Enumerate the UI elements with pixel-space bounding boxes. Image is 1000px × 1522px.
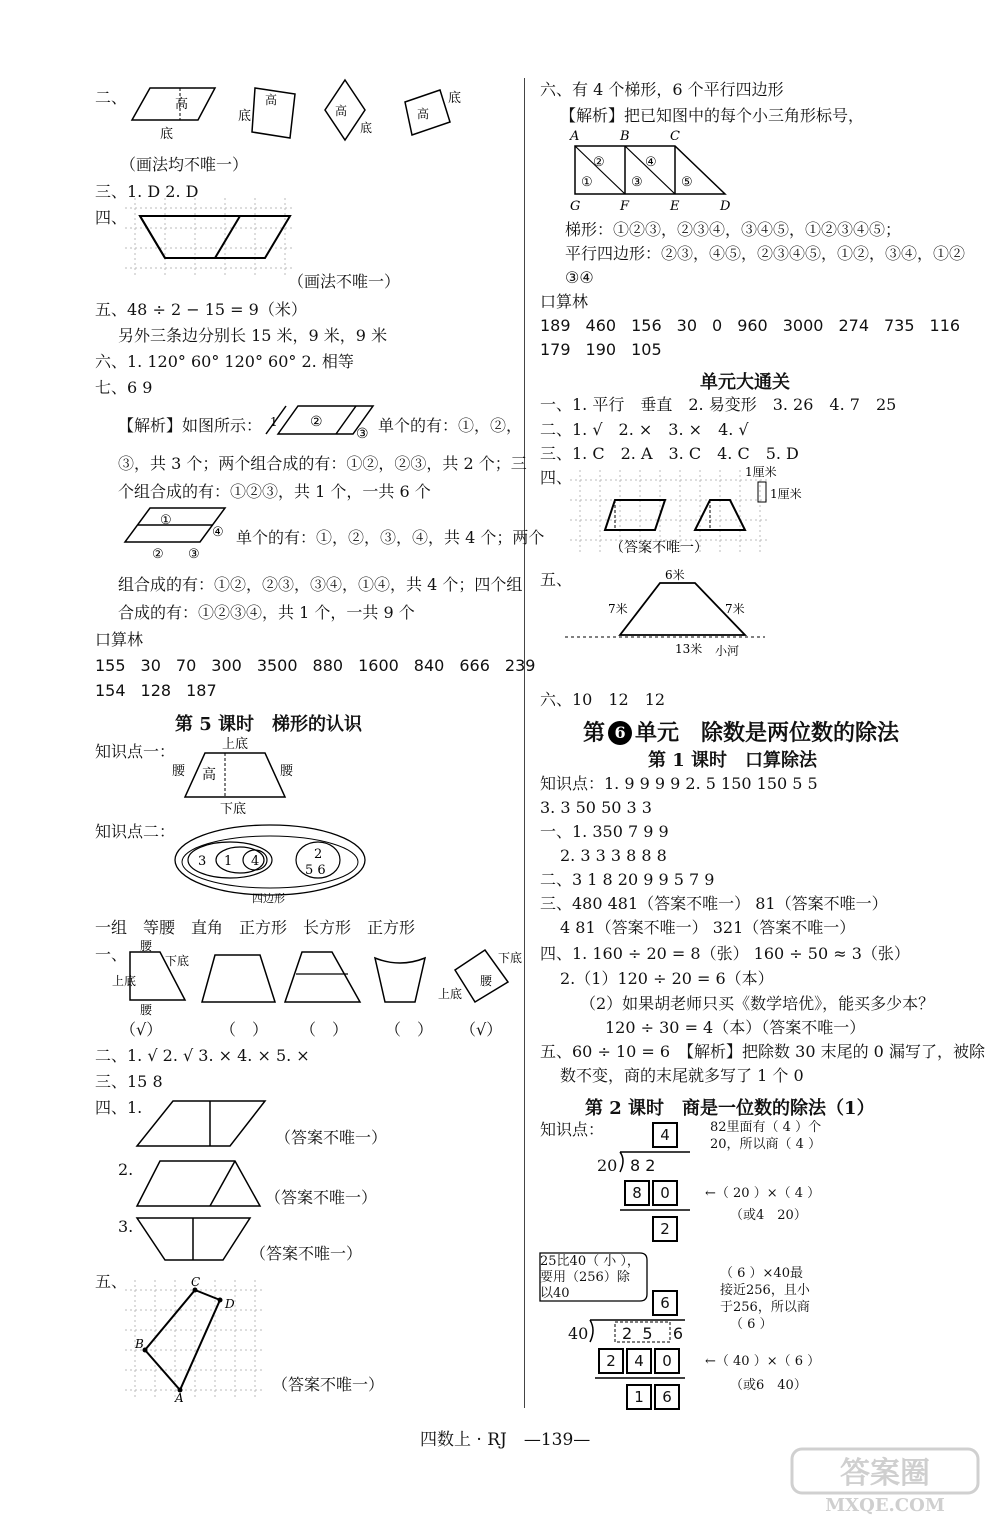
section-wu: 五、48 ÷ 2 − 15 = 9（米） bbox=[95, 300, 307, 319]
trap-label: 高 bbox=[202, 767, 216, 783]
l2-zsd: 知识点： bbox=[540, 1120, 605, 1139]
fig2-label: ② bbox=[152, 547, 164, 562]
fig2-label: ① bbox=[160, 513, 172, 528]
div2-quotient-box: 6 bbox=[652, 1290, 680, 1316]
grid-top-label: C bbox=[670, 129, 680, 144]
er-fig3-label: 高 bbox=[335, 104, 348, 118]
si2-figure2 bbox=[135, 1158, 265, 1210]
yi-figures bbox=[110, 939, 523, 1017]
div2-bubble3: 以40 bbox=[540, 1286, 570, 1301]
l1-san1: 三、480 481（答案不唯一） 81（答案不唯一） bbox=[540, 894, 888, 913]
dtg-wu-label-text: 6米 bbox=[665, 568, 685, 582]
section-san: 三、1. D 2. D bbox=[95, 182, 199, 201]
quadrilateral-venn bbox=[170, 820, 370, 910]
answer-page: 二、 高 底 底 高 高 底 高 底 （画法均不唯一） 三、1. D 2. D 四、 （画法不唯一） 五、48 ÷ 2 − 15 = 9（米） 另外三条边分别长 15 米，9 米，9 米 六、1. 120° 60° 120° 60° 2. 相等 七、6 9 【解析】如图所示： 1 ② ③ 单个的有：①，②， ③，共 3 个；两个组合成的有：①②，②③，共 2 个；三 个组合成的有：①②③，共 1 个，一共 6 个 ① ④ ② ③ 单个的有：①，②，③，④，共 4 个；两个 组合成的有：①②，②③，③④，①④，共 4 个；四个组 合成的有：①②③④，共 1 个，一共 9 个 口算林 155 30 70 300 3500 880 1600 840 666 239 154 128 187 第 5 课时 梯形的认识 知识点一： 上底 腰 高 腰 下底 知识点二： 3 1 4 2 5 6 四边形 一组 等腰 直角 正方形 长方形 正方形 一、 腰 上底 下底 腰 上底 腰 下底 （√） （ ） （ ） （ ） （√） 二、1. √ 2. √ 3. × 4. × 5. × 三、15 8 四、1. （答案不唯一） 2. （答案不唯一） 3. （答案不唯一） 五、 C D B A （答案不唯一） 六、有 4 个梯形，6 个平行四边形 【解析】把已知图中的每个小三角形标号， A B C ② ④ ① ③ ⑤ G F E D 梯形：①②③，②③④，③④⑤，①②③④⑤； 平行四边形：②③，④⑤，②③④⑤，①②，③④，①② ③④ 口算林 189 460 156 30 0 960 3000 274 735 116 179 190 105 单元大通关 一、1. 平行 垂直 2. 易变形 3. 26 4. 7 25 二、1. √ 2. × 3. × 4. √ 三、1. C 2. A 3. C 4. C 5. D 四、 1厘米 1厘米 （答案不唯一） 五、 6米 7米 7米 13米 小河 六、10 12 12 第 6 单元 除数是两位数的除法 第 1 课时 口算除法 知识点：1. 9 9 9 9 2. 5 150 150 5 5 3. 3 50 50 3 3 一、1. 350 7 9 9 2. 3 3 3 8 8 8 二、3 1 8 20 9 9 5 7 9 三、480 481（答案不唯一） 81（答案不唯一） 4 81（答案不唯一） 321（答案不唯一） 四、1. 160 ÷ 20 = 8（张） 160 ÷ 50 ≈ 3（张） 2.（1）120 ÷ 20 = 6（本） （2）如果胡老师只买《数学培优》，能买多少本？ 120 ÷ 30 = 4（本）（答案不唯一） 五、60 ÷ 10 = 6 【解析】把除数 30 末尾的 0 漏写了，被除 数不变，商的末尾就多写了 1 个 0 第 2 课时 商是一位数的除法（1） 知识点： 4 82里面有（ 4 ）个 20，所以商（ 4 ） 20 8 2 8 0 ←（ 20 ）×（ 4 ） （或4 20） 2 25比40（ 小 ）， 要用（256）除 以40 （ 6 ）×40最 接近256，且小 于256，所以商 （ 6 ） 6 40 2 5 6 2 4 0 ←（ 40 ）×（ 6 ） （或6 40） 1 6 四数上 · RJ —139— 答案圈 MXQE.COM bbox=[95, 80, 985, 1516]
r-pingxing2: ③④ bbox=[565, 268, 594, 287]
venn-label: 4 bbox=[251, 854, 260, 869]
jiexi-line1a: 【解析】如图所示： bbox=[118, 416, 263, 435]
kousuan-row2-left: 154 128 187 bbox=[95, 681, 217, 700]
div2-note1: （ 6 ）×40最 bbox=[720, 1266, 803, 1281]
section-si2-label: 四、1. bbox=[95, 1098, 143, 1117]
div1-product-boxes: 8 0 bbox=[624, 1180, 680, 1206]
page-footer: 四数上 · RJ —139— bbox=[420, 1430, 591, 1450]
trapezoid-grid-figure bbox=[565, 126, 750, 214]
div1-note2: 20，所以商（ 4 ） bbox=[710, 1137, 822, 1152]
er-fig1-label: 高 bbox=[175, 97, 189, 112]
yi-fig-label: 腰 bbox=[480, 974, 493, 988]
dtg-san: 三、1. C 2. A 3. C 4. C 5. D bbox=[540, 444, 799, 463]
wu2-point: A bbox=[175, 1391, 184, 1405]
jiexi-line2: ③，共 3 个；两个组合成的有：①②，②③，共 2 个；三 bbox=[118, 454, 527, 473]
er-fig4-label: 高 bbox=[417, 107, 430, 121]
grid-num: ② bbox=[593, 155, 605, 170]
div2-note4: （ 6 ） bbox=[730, 1317, 773, 1332]
er-note: （画法均不唯一） bbox=[120, 155, 249, 174]
jiexi-line5: 组合成的有：①②，②③，③④，①④，共 4 个；四个组 bbox=[118, 575, 523, 594]
div1-remainder-box: 2 bbox=[652, 1216, 680, 1242]
l1-si4: 120 ÷ 30 = 4（本）（答案不唯一） bbox=[605, 1018, 866, 1037]
dtg-liu: 六、10 12 12 bbox=[540, 690, 666, 709]
zsd2-answer: 一组 等腰 直角 正方形 长方形 正方形 bbox=[95, 918, 416, 937]
kousuan-label-right: 口算林 bbox=[540, 292, 589, 311]
fig2-label: ④ bbox=[212, 525, 224, 540]
si2-note2: （答案不唯一） bbox=[265, 1188, 378, 1207]
kousuan-row1-left: 155 30 70 300 3500 880 1600 840 666 239 bbox=[95, 656, 536, 675]
grid-num: ⑤ bbox=[681, 175, 693, 190]
yi-fig-label: 下底 bbox=[498, 951, 523, 965]
grid-num: ④ bbox=[645, 155, 657, 170]
lesson2-title: 第 2 课时 商是一位数的除法（1） bbox=[585, 1098, 875, 1119]
section-er-label: 二、 bbox=[95, 88, 128, 107]
zsd1-label: 知识点一： bbox=[95, 742, 176, 761]
venn-label: 3 bbox=[198, 854, 207, 869]
l1-wu2: 数不变，商的末尾就多写了 1 个 0 bbox=[560, 1066, 804, 1085]
dtg-wu-label-text: 7米 bbox=[608, 602, 628, 616]
grid-num: ③ bbox=[631, 175, 643, 190]
kousuan-row1-right: 189 460 156 30 0 960 3000 274 735 116 bbox=[540, 316, 961, 335]
si2-figure1 bbox=[135, 1098, 270, 1150]
dtg-si-label: 四、 bbox=[540, 468, 573, 487]
si2-figure3 bbox=[135, 1215, 255, 1265]
l1-yi2: 2. 3 3 3 8 8 8 bbox=[560, 846, 667, 865]
jiexi-line1b: 单个的有：①，②， bbox=[378, 416, 523, 435]
jiexi-figure2 bbox=[120, 500, 235, 562]
column-divider bbox=[524, 78, 525, 1408]
dtg-yi: 一、1. 平行 垂直 2. 易变形 3. 26 4. 7 25 bbox=[540, 395, 897, 414]
si2-item2: 2. bbox=[118, 1160, 134, 1179]
grid-num: ① bbox=[581, 175, 593, 190]
wu2-point: D bbox=[225, 1297, 235, 1311]
unit6-title: 第 6 单元 除数是两位数的除法 bbox=[583, 720, 900, 746]
l1-si2: 2.（1）120 ÷ 20 = 6（本） bbox=[560, 969, 774, 988]
er-figures bbox=[120, 80, 480, 150]
dtg-si-unit: 1厘米 bbox=[745, 465, 777, 479]
div1-prod-note: ←（ 20 ）×（ 4 ） bbox=[705, 1186, 821, 1201]
lesson1-title: 第 1 课时 口算除法 bbox=[648, 750, 818, 771]
l1-wu1: 五、60 ÷ 10 = 6 【解析】把除数 30 末尾的 0 漏写了，被除 bbox=[540, 1042, 985, 1061]
wu2-note: （答案不唯一） bbox=[272, 1375, 385, 1394]
yi-fig-label: 上底 bbox=[438, 987, 463, 1001]
dtg-wu-label-text: 13米 bbox=[675, 642, 703, 656]
l1-san2: 4 81（答案不唯一） 321（答案不唯一） bbox=[560, 918, 856, 937]
watermark-text: 答案圈 bbox=[840, 1456, 930, 1491]
div1-quotient-box: 4 bbox=[652, 1122, 680, 1148]
section-wu2-label: 五、 bbox=[95, 1272, 128, 1291]
section-er2: 二、1. √ 2. √ 3. × 4. × 5. × bbox=[95, 1046, 310, 1065]
dtg-er: 二、1. √ 2. × 3. × 4. √ bbox=[540, 420, 749, 439]
dtg-si-figure bbox=[570, 460, 830, 570]
yi-fig-label: 上底 bbox=[112, 974, 137, 988]
div1-note1: 82里面有（ 4 ）个 bbox=[710, 1120, 822, 1135]
dtg-wu-figure bbox=[560, 565, 775, 665]
div2-dividend: 2 5 6 bbox=[622, 1324, 684, 1343]
watermark-url: MXQE.COM bbox=[825, 1495, 945, 1516]
div2-divisor: 40 bbox=[568, 1324, 589, 1343]
grid-bottom-label: F bbox=[620, 199, 630, 214]
fig1-label: ③ bbox=[356, 426, 369, 442]
fig1-label: 1 bbox=[270, 415, 278, 429]
jiexi-line3: 个组合成的有：①②③，共 1 个，一共 6 个 bbox=[118, 482, 431, 501]
si-grid-figure bbox=[125, 198, 295, 280]
dtg-si-unit: 1厘米 bbox=[770, 487, 802, 501]
venn-label: 1 bbox=[224, 854, 233, 869]
trap-label: 上底 bbox=[222, 737, 249, 752]
yi-fig-label: 下底 bbox=[165, 954, 190, 968]
kousuan-row2-right: 179 190 105 bbox=[540, 340, 662, 359]
er-fig4-label: 底 bbox=[448, 91, 462, 106]
er-fig2-label: 高 bbox=[265, 93, 278, 107]
div2-note2: 接近256，且小 bbox=[720, 1283, 810, 1298]
zsd2-label: 知识点二： bbox=[95, 822, 176, 841]
si2-note3: （答案不唯一） bbox=[250, 1244, 363, 1263]
dtg-si-note: （答案不唯一） bbox=[610, 540, 708, 556]
er-fig3-label: 底 bbox=[360, 121, 373, 135]
div1-or: （或4 20） bbox=[730, 1208, 807, 1223]
div2-bubble1: 25比40（ 小 ）， bbox=[540, 1254, 640, 1269]
div1-dividend: 8 2 bbox=[630, 1156, 656, 1175]
venn-label: 四边形 bbox=[252, 892, 285, 905]
jiexi-line4: 单个的有：①，②，③，④，共 4 个；两个 bbox=[236, 528, 545, 547]
yi-fig-label: 腰 bbox=[140, 939, 153, 953]
venn-label: 5 6 bbox=[305, 863, 326, 878]
wu2-point: C bbox=[191, 1275, 201, 1289]
section-si-label: 四、 bbox=[95, 208, 128, 227]
trapezoid-diagram bbox=[170, 735, 310, 815]
fig2-label: ③ bbox=[188, 547, 200, 562]
div2-or: （或6 40） bbox=[730, 1378, 807, 1393]
l1-yi1: 一、1. 350 7 9 9 bbox=[540, 822, 669, 841]
venn-label: 2 bbox=[314, 847, 323, 862]
dtg-wu-label-text: 7米 bbox=[725, 602, 745, 616]
section-liu: 六、1. 120° 60° 120° 60° 2. 相等 bbox=[95, 352, 354, 371]
div2-remainder-boxes: 1 6 bbox=[626, 1384, 682, 1410]
dtg-wu-label-text: 小河 bbox=[715, 644, 740, 658]
kousuan-label-left: 口算林 bbox=[95, 630, 144, 649]
grid-bottom-label: D bbox=[720, 199, 731, 214]
lesson5-title: 第 5 课时 梯形的认识 bbox=[175, 714, 363, 735]
l1-zsd1: 知识点：1. 9 9 9 9 2. 5 150 150 5 5 bbox=[540, 774, 818, 793]
section-wu-line2: 另外三条边分别长 15 米，9 米，9 米 bbox=[118, 326, 388, 345]
fig1-label: ② bbox=[310, 414, 323, 430]
l1-si3: （2）如果胡老师只买《数学培优》，能买多少本？ bbox=[580, 994, 935, 1013]
l1-zsd2: 3. 3 50 50 3 3 bbox=[540, 798, 652, 817]
r-liu-line: 六、有 4 个梯形，6 个平行四边形 bbox=[540, 80, 784, 99]
dtg-wu-label: 五、 bbox=[540, 570, 573, 589]
wu2-point: B bbox=[135, 1337, 144, 1351]
si2-item3: 3. bbox=[118, 1217, 134, 1236]
wu2-grid-figure bbox=[125, 1275, 265, 1405]
r-pingxing1: 平行四边形：②③，④⑤，②③④⑤，①②，③④，①② bbox=[565, 244, 966, 263]
trap-label: 腰 bbox=[172, 764, 186, 779]
er-fig1-label: 底 bbox=[160, 127, 174, 142]
dtg-title: 单元大通关 bbox=[700, 372, 790, 393]
section-qi: 七、6 9 bbox=[95, 378, 153, 397]
jiexi-figure1 bbox=[258, 402, 378, 444]
yi-fig-label: 腰 bbox=[140, 1003, 153, 1017]
grid-top-label: B bbox=[620, 129, 630, 144]
div2-product-boxes: 2 4 0 bbox=[598, 1348, 682, 1374]
grid-bottom-label: G bbox=[570, 199, 581, 214]
trap-label: 下底 bbox=[220, 802, 247, 817]
section-yi-label: 一、 bbox=[95, 945, 128, 964]
r-tixing: 梯形：①②③，②③④，③④⑤，①②③④⑤； bbox=[565, 220, 902, 239]
l1-si1: 四、1. 160 ÷ 20 = 8（张） 160 ÷ 50 ≈ 3（张） bbox=[540, 944, 910, 963]
section-san2: 三、15 8 bbox=[95, 1072, 163, 1091]
div2-prod-note: ←（ 40 ）×（ 6 ） bbox=[705, 1354, 821, 1369]
si-note: （画法不唯一） bbox=[288, 272, 401, 291]
div2-bubble2: 要用（256）除 bbox=[540, 1270, 630, 1285]
unit-number-badge: 6 bbox=[608, 721, 632, 745]
er-fig2-label: 底 bbox=[238, 109, 252, 124]
r-jiexi: 【解析】把已知图中的每个小三角形标号， bbox=[560, 106, 865, 125]
grid-bottom-label: E bbox=[670, 199, 680, 214]
div2-note3: 于256，所以商 bbox=[720, 1300, 810, 1315]
jiexi-line6: 合成的有：①②③④，共 1 个，一共 9 个 bbox=[118, 603, 415, 622]
div1-divisor: 20 bbox=[597, 1156, 618, 1175]
grid-top-label: A bbox=[570, 129, 580, 144]
si2-note1: （答案不唯一） bbox=[275, 1128, 388, 1147]
l1-er: 二、3 1 8 20 9 9 5 7 9 bbox=[540, 870, 715, 889]
trap-label: 腰 bbox=[280, 764, 294, 779]
watermark-logo bbox=[790, 1445, 980, 1515]
